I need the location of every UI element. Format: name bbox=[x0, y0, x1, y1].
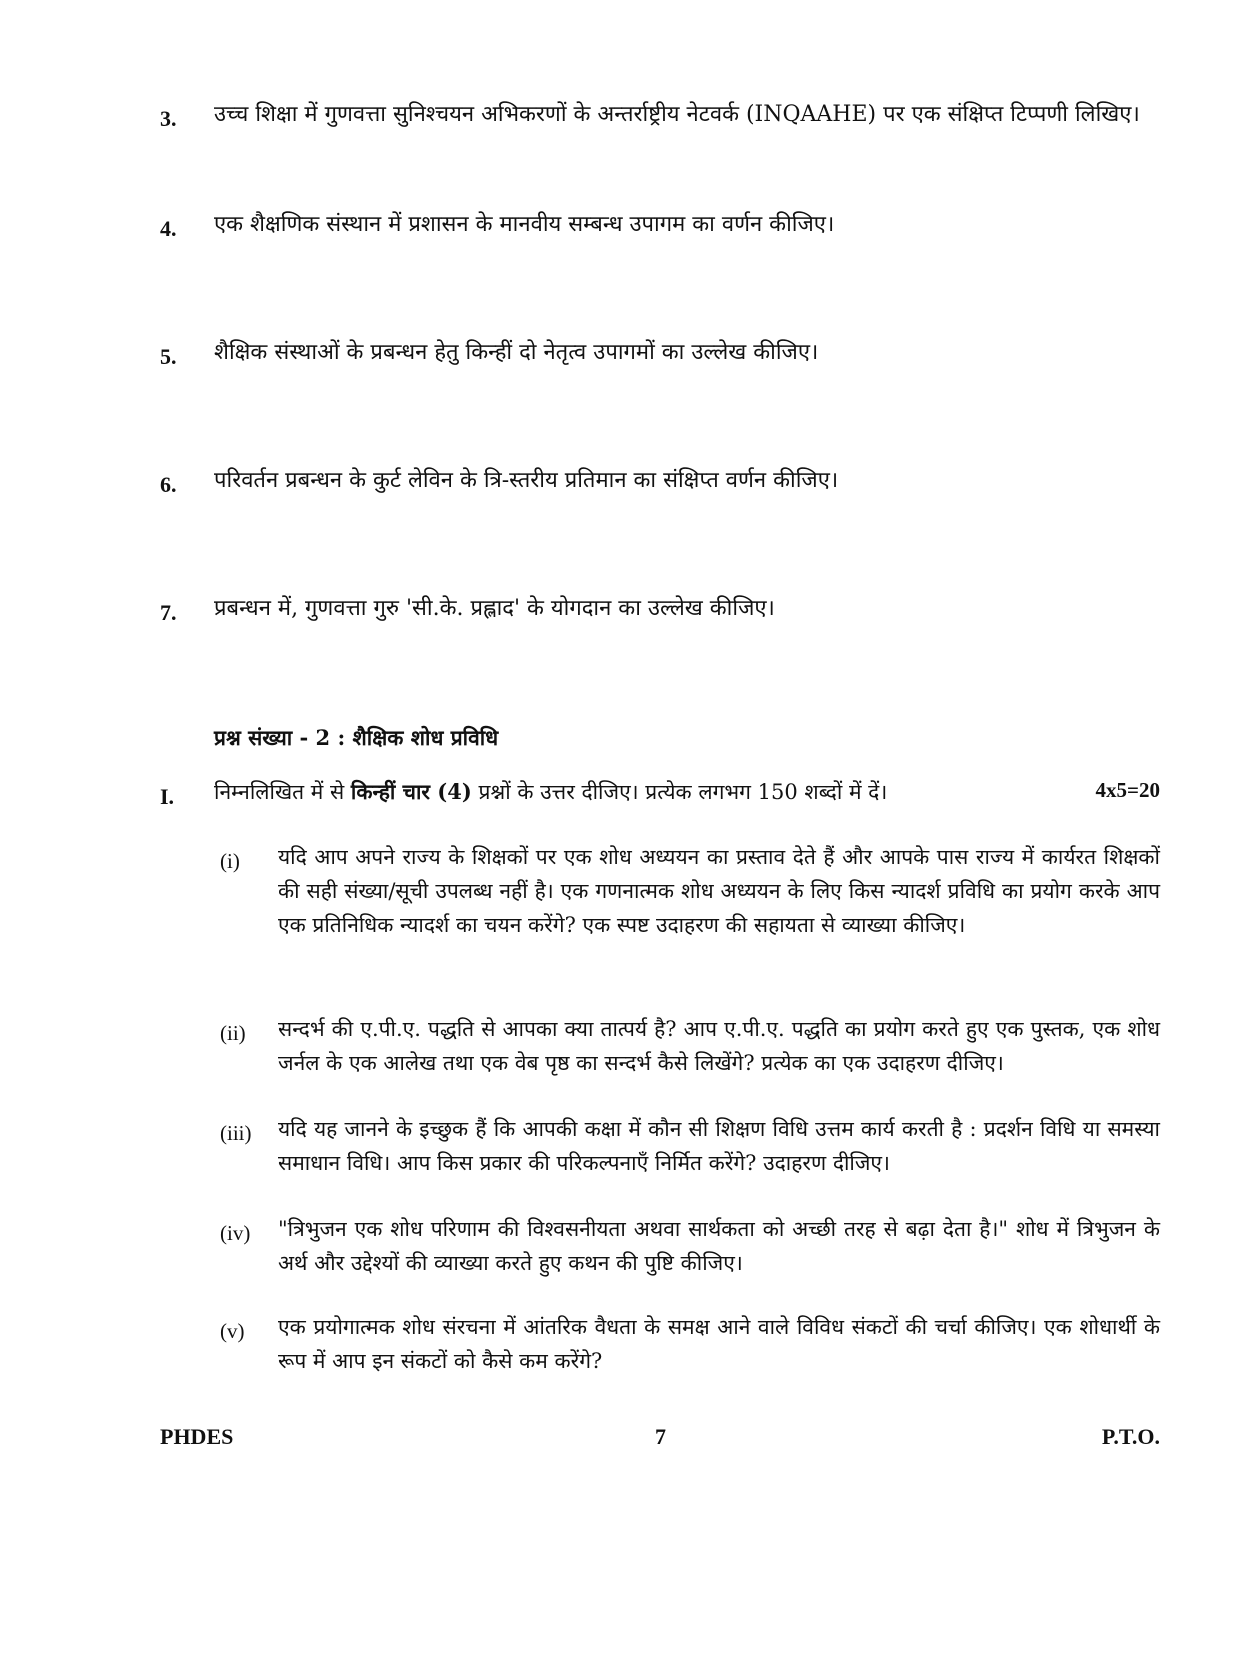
sub-question-text: सन्दर्भ की ए.पी.ए. पद्धति से आपका क्या तात्पर्य है? आप ए.पी.ए. पद्धति का प्रयोग करते हुए एक पुस्तक, एक शोध जर्नल के एक आलेख तथा एक वेब पृष्ठ का सन्दर्भ कैसे लिखेंगे? प्रत्येक का एक उदाहरण दीजिए। bbox=[278, 1017, 1160, 1075]
sub-question-i bbox=[214, 840, 1160, 942]
question-number: 3. bbox=[160, 106, 177, 131]
sub-question-text: "त्रिभुजन एक शोध परिणाम की विश्वसनीयता अथवा सार्थकता को अच्छी तरह से बढ़ा देता है।" शोध में त्रिभुजन के अर्थ और उद्देश्यों की व्याख्या करते हुए कथन की पुष्टि कीजिए। bbox=[278, 1217, 1160, 1275]
question-text: उच्च शिक्षा में गुणवत्ता सुनिश्चयन अभिकरणों के अन्तर्राष्ट्रीय नेटवर्क (INQAAHE) पर एक संक्षिप्त टिप्पणी लिखिए। bbox=[214, 102, 1140, 127]
sub-question-text: एक प्रयोगात्मक शोध संरचना में आंतरिक वैधता के समक्ष आने वाले विविध संकटों की चर्चा कीजिए। एक शोधार्थी के रूप में आप इन संकटों को कैसे कम करेंगे? bbox=[278, 1315, 1160, 1373]
sub-question-number: (v) bbox=[220, 1319, 245, 1343]
question-3 bbox=[160, 98, 1160, 132]
question-number: 4. bbox=[160, 216, 177, 241]
sub-question-text: यदि आप अपने राज्य के शिक्षकों पर एक शोध अध्ययन का प्रस्ताव देते हैं और आपके पास राज्य में कार्यरत शिक्षकों की सही संख्या/सूची उपलब्ध नहीं है। एक गणनात्मक शोध अध्ययन के लिए किस न्यादर्श प्रविधि का प्रयोग करके आप एक प्रतिनिधिक न्यादर्श का चयन करेंगे? एक स्पष्ट उदाहरण की सहायता से व्याख्या कीजिए। bbox=[278, 845, 1160, 937]
marks-allocation: 4x5=20 bbox=[1095, 778, 1160, 802]
instruction-text-before: निम्नलिखित में से bbox=[214, 780, 351, 804]
question-number: 6. bbox=[160, 472, 177, 497]
question-number: 7. bbox=[160, 600, 177, 625]
page-number: 7 bbox=[655, 1424, 666, 1449]
sub-question-iii bbox=[214, 1112, 1160, 1180]
question-4 bbox=[160, 208, 1160, 242]
instruction-text-bold: किन्हीं चार (4) bbox=[350, 779, 472, 804]
sub-question-number: (iii) bbox=[220, 1121, 252, 1145]
instruction-text bbox=[214, 778, 887, 806]
sub-question-number: (ii) bbox=[220, 1021, 246, 1045]
question-6 bbox=[160, 464, 1160, 498]
sub-question-iv bbox=[214, 1212, 1160, 1280]
sub-question-v bbox=[214, 1310, 1160, 1378]
please-turn-over: P.T.O. bbox=[1101, 1424, 1160, 1449]
question-7 bbox=[160, 592, 1160, 626]
question-5 bbox=[160, 336, 1160, 370]
question-number: 5. bbox=[160, 344, 177, 369]
question-text: शैक्षिक संस्थाओं के प्रबन्धन हेतु किन्हीं दो नेतृत्व उपागमों का उल्लेख कीजिए। bbox=[214, 340, 819, 365]
sub-question-number: (iv) bbox=[220, 1221, 251, 1245]
question-text: एक शैक्षणिक संस्थान में प्रशासन के मानवीय सम्बन्ध उपागम का वर्णन कीजिए। bbox=[214, 212, 835, 237]
section-title: प्रश्न संख्या - 2 : शैक्षिक शोध प्रविधि bbox=[214, 725, 499, 750]
sub-question-text: यदि यह जानने के इच्छुक हैं कि आपकी कक्षा में कौन सी शिक्षण विधि उत्तम कार्य करती है : प्रदर्शन विधि या समस्या समाधान विधि। आप किस प्रकार की परिकल्पनाएँ निर्मित करेंगे? उदाहरण दीजिए। bbox=[278, 1117, 1160, 1175]
instruction-text-after: प्रश्नों के उत्तर दीजिए। प्रत्येक लगभग 150 शब्दों में दें। bbox=[471, 780, 888, 804]
sub-question-ii bbox=[214, 1012, 1160, 1080]
course-code: PHDES bbox=[160, 1424, 234, 1449]
instruction-number: I. bbox=[160, 784, 175, 809]
sub-question-number: (i) bbox=[220, 849, 240, 873]
question-text: प्रबन्धन में, गुणवत्ता गुरु 'सी.के. प्रह्लाद' के योगदान का उल्लेख कीजिए। bbox=[214, 596, 775, 621]
question-text: परिवर्तन प्रबन्धन के कुर्ट लेविन के त्रि-स्तरीय प्रतिमान का संक्षिप्त वर्णन कीजिए। bbox=[214, 468, 839, 493]
